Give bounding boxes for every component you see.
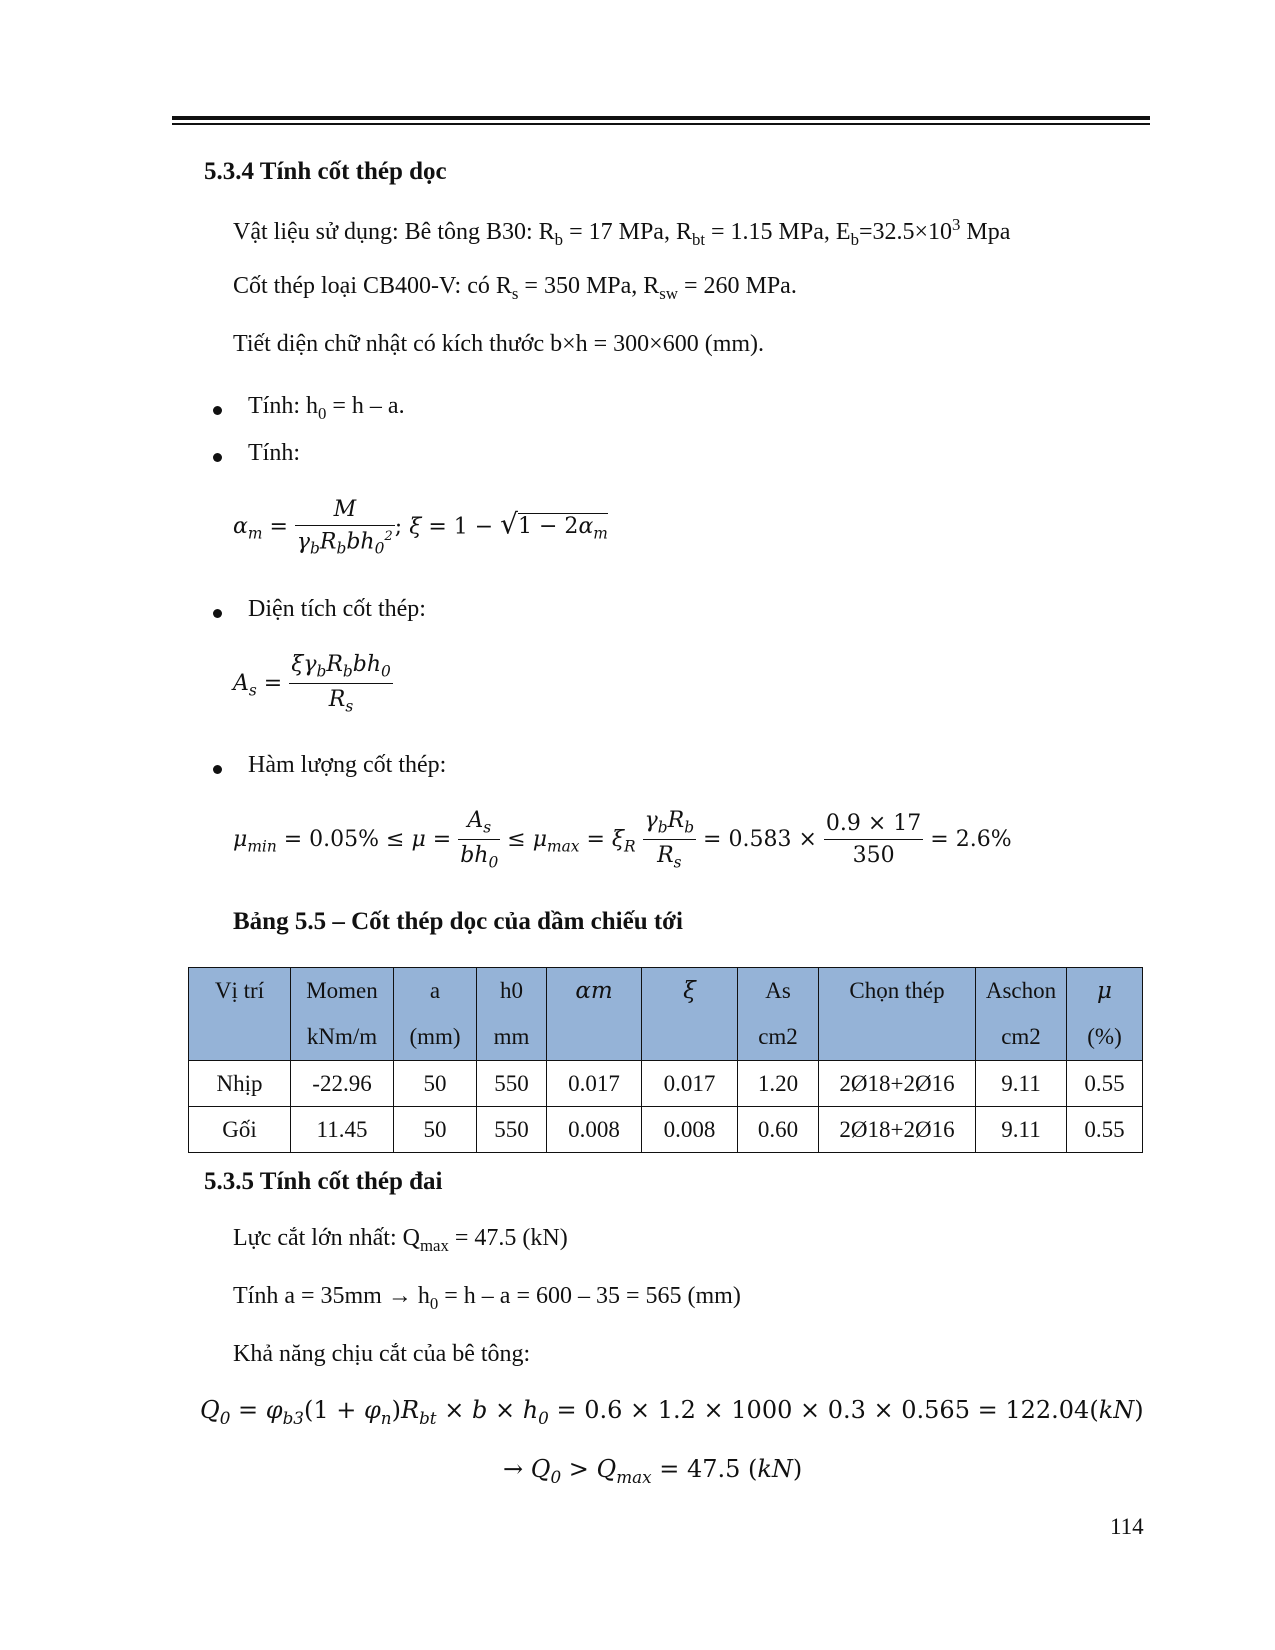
header-cell: As cm2 — [738, 968, 819, 1061]
table-caption: Bảng 5.5 – Cốt thép dọc của dầm chiếu tới — [233, 908, 683, 935]
header-rule — [172, 116, 1150, 120]
formula-q0: $Q_0 = \varphi_{b3}(1 + \varphi_n)R_{bt} \times b \times h_0 = 0.6 \times 1.2 \times 1000 \times 0.3 \times 0.565 = 122.04(kN)$ — [200, 1396, 1144, 1428]
bullet-ham-luong: Hàm lượng cốt thép: — [248, 752, 447, 778]
table-cell: 0.017 — [547, 1061, 642, 1107]
table-cell: 1.20 — [738, 1061, 819, 1107]
rebar-table — [188, 967, 1143, 1153]
header-cell: μ (%) — [1067, 968, 1143, 1061]
table-cell: 50 — [394, 1107, 477, 1153]
table-cell: 2Ø18+2Ø16 — [819, 1107, 976, 1153]
table-cell: 0.55 — [1067, 1107, 1143, 1153]
header-cell: Vị trí — [189, 968, 291, 1061]
section-size-line: Tiết diện chữ nhật có kích thước b×h = 300×600 (mm). — [233, 331, 765, 357]
header-cell: Aschon cm2 — [976, 968, 1067, 1061]
table-cell: 2Ø18+2Ø16 — [819, 1061, 976, 1107]
formula-alpha-m: $\alpha_m$ = $\frac{M}{\gamma_bR_bbh_0^2}$ ; $\xi = 1 - √1 - 2\alpha_m$ — [233, 497, 608, 558]
header-cell: ξ — [642, 968, 738, 1061]
formula-q0-compare: → $Q_0 > Q_{max} = 47.5$ (kN) — [503, 1455, 803, 1487]
table-cell: 550 — [477, 1061, 547, 1107]
bullet-h0: Tính: $h_0 = h - a$. — [248, 393, 405, 423]
formula-mu: $\mu_{min} = 0.05\% \le \mu$ = $\frac{A_s}{bh_0}$ ≤ $\mu_{max} = \xi_R$ $\frac{\gamma_bR_b}{R_s}$ = 0.583 × $\frac{0.9 \times 17}{350}$ = 2.6% — [233, 808, 1012, 872]
h0-line: Tính $a = 35mm \to h_0 = h - a = 600 - 35 = 565$ (mm) — [233, 1283, 741, 1313]
concrete-shear-line: Khả năng chịu cắt của bê tông: — [233, 1341, 531, 1367]
table-cell: 0.60 — [738, 1107, 819, 1153]
table-cell: 9.11 — [976, 1107, 1067, 1153]
table-cell: 0.008 — [642, 1107, 738, 1153]
bullet — [213, 453, 222, 462]
formula-as: $A_s$ = $\frac{\xi\gamma_bR_bbh_0}{R_s}$ — [233, 652, 391, 716]
bullet — [213, 765, 222, 774]
table-cell: 0.008 — [547, 1107, 642, 1153]
header-rule-thin — [172, 123, 1150, 125]
table-cell: 11.45 — [291, 1107, 394, 1153]
header-cell: a (mm) — [394, 968, 477, 1061]
table-cell: Gối — [189, 1107, 291, 1153]
materials-line: Vật liệu sử dụng: Bê tông B30: $R_b = 17$ MPa, $R_{bt} = 1.15$ MPa, $E_b=32.5\times 10^3$ Mpa — [233, 215, 1011, 249]
table-cell: 9.11 — [976, 1061, 1067, 1107]
header-cell: αm — [547, 968, 642, 1061]
bullet — [213, 406, 222, 415]
bullet — [213, 609, 222, 618]
table-cell: 50 — [394, 1061, 477, 1107]
bullet-tinh: Tính: — [248, 440, 300, 466]
table-row — [189, 1107, 1143, 1153]
steel-line: Cốt thép loại CB400-V: có $R_s = 350$ MPa, $R_{sw} = 260$ MPa. — [233, 273, 797, 303]
table-cell: 0.017 — [642, 1061, 738, 1107]
table-cell: -22.96 — [291, 1061, 394, 1107]
section-heading-534: 5.3.4 Tính cốt thép dọc — [204, 158, 447, 185]
qmax-line: Lực cắt lớn nhất: $Q_{max} = 47.5$ (kN) — [233, 1225, 568, 1255]
header-cell: Chọn thép — [819, 968, 976, 1061]
section-heading-535: 5.3.5 Tính cốt thép đai — [204, 1168, 443, 1195]
header-cell: Momen kNm/m — [291, 968, 394, 1061]
table-header-row — [189, 968, 1143, 1061]
header-cell: h0 mm — [477, 968, 547, 1061]
table-cell: 0.55 — [1067, 1061, 1143, 1107]
bullet-dien-tich: Diện tích cốt thép: — [248, 596, 426, 622]
table-cell: Nhịp — [189, 1061, 291, 1107]
page-number: 114 — [1110, 1514, 1144, 1539]
table-cell: 550 — [477, 1107, 547, 1153]
table-row — [189, 1061, 1143, 1107]
